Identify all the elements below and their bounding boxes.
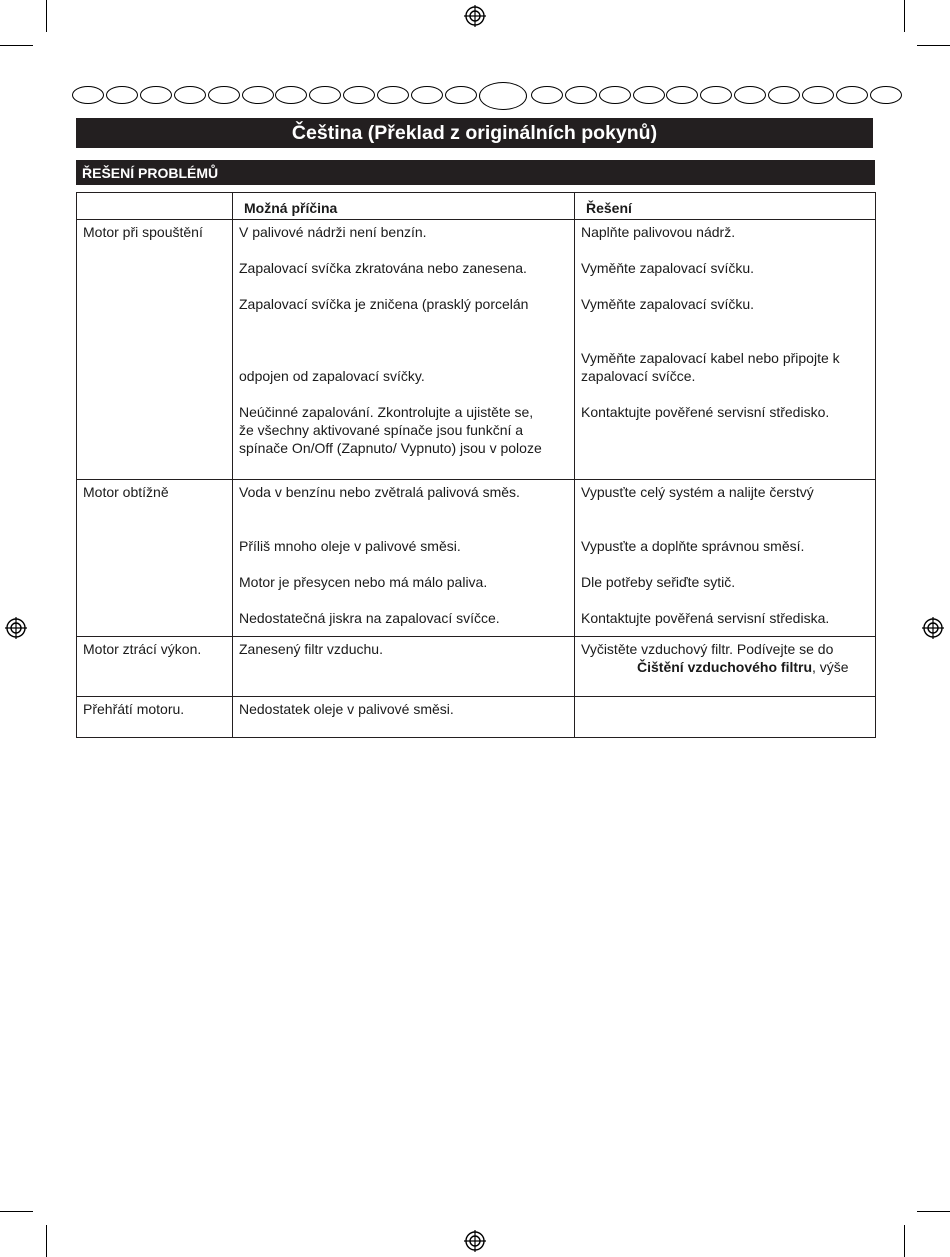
cell-line xyxy=(581,555,869,573)
solution-cell xyxy=(575,697,876,738)
table-row xyxy=(77,697,876,738)
cell-line xyxy=(239,385,568,403)
cell-line xyxy=(581,313,869,331)
language-tab-active xyxy=(479,82,527,110)
cell-line xyxy=(581,331,869,349)
crop-mark xyxy=(917,1211,950,1212)
language-tab xyxy=(343,86,375,104)
cell-line: že všechny aktivované spínače jsou funkční a xyxy=(239,422,524,438)
cell-line: Voda v benzínu nebo zvětralá palivová směs. xyxy=(239,484,520,500)
solution-cell xyxy=(575,480,876,637)
cause-cell xyxy=(233,220,575,480)
language-tab xyxy=(870,86,902,104)
cell-line xyxy=(239,501,568,519)
language-tab xyxy=(309,86,341,104)
cell-line xyxy=(239,591,568,609)
crop-mark xyxy=(46,0,47,32)
language-tab xyxy=(377,86,409,104)
troubleshooting-table xyxy=(76,192,876,738)
cell-line xyxy=(239,457,568,475)
language-tab xyxy=(666,86,698,104)
crop-mark xyxy=(0,45,33,46)
cell-line: Příliš mnoho oleje v palivové směsi. xyxy=(239,538,461,554)
cell-line xyxy=(581,439,869,457)
language-tab xyxy=(411,86,443,104)
cell-line: Dle potřeby seřiďte sytič. xyxy=(581,574,736,590)
table-row xyxy=(77,220,876,480)
section-title: ŘEŠENÍ PROBLÉMŮ xyxy=(76,160,875,185)
cell-line: Vyměňte zapalovací svíčku. xyxy=(581,296,755,312)
cell-line: Motor je přesycen nebo má málo paliva. xyxy=(239,574,488,590)
cell-line: Naplňte palivovou nádrž. xyxy=(581,224,736,240)
crop-mark xyxy=(904,1225,905,1257)
cell-line: Zapalovací svíčka zkratována nebo zanesena. xyxy=(239,260,527,276)
cell-line xyxy=(581,519,869,537)
cell-line xyxy=(581,591,869,609)
cell-line xyxy=(581,421,869,439)
solution-text: Vyčistěte vzduchový filtr. Podívejte se do xyxy=(581,641,834,657)
cell-line: Kontaktujte pověřená servisní střediska. xyxy=(581,610,830,626)
crop-mark xyxy=(917,45,950,46)
table-row xyxy=(77,480,876,637)
registration-mark-icon xyxy=(464,1230,486,1252)
crop-mark xyxy=(904,0,905,32)
cause-cell xyxy=(233,480,575,637)
language-tab xyxy=(208,86,240,104)
problem-cell: Přehřátí motoru. xyxy=(77,697,233,738)
cell-line xyxy=(581,457,869,475)
language-tab xyxy=(565,86,597,104)
language-tab xyxy=(734,86,766,104)
solution-reference xyxy=(581,658,869,676)
language-tab xyxy=(72,86,104,104)
cell-line xyxy=(239,555,568,573)
cell-line xyxy=(581,241,869,259)
language-tab xyxy=(768,86,800,104)
language-tab xyxy=(836,86,868,104)
language-tab xyxy=(802,86,834,104)
language-tabs xyxy=(72,82,874,108)
registration-mark-icon xyxy=(922,617,944,639)
solution-cell xyxy=(575,220,876,480)
reference-link: Čištění vzduchového filtru xyxy=(637,659,813,675)
language-tab xyxy=(106,86,138,104)
language-tab xyxy=(445,86,477,104)
header-problem xyxy=(77,193,233,220)
registration-mark-icon xyxy=(5,617,27,639)
cell-line xyxy=(581,385,869,403)
cell-line: V palivové nádrži není benzín. xyxy=(239,224,427,240)
language-tab xyxy=(140,86,172,104)
table-row xyxy=(77,637,876,697)
cell-line: zapalovací svíčce. xyxy=(581,368,696,384)
cell-line: odpojen od zapalovací svíčky. xyxy=(239,368,425,384)
cell-line: Zapalovací svíčka je zničena (prasklý porcelán xyxy=(239,296,529,312)
cell-line xyxy=(239,241,568,259)
cell-line xyxy=(581,501,869,519)
reference-suffix: , výše xyxy=(812,659,849,675)
cell-line: Vypusťte a doplňte správnou směsí. xyxy=(581,538,805,554)
header-solution: Řešení xyxy=(575,193,876,220)
cell-line xyxy=(239,519,568,537)
language-tab xyxy=(633,86,665,104)
cell-line xyxy=(239,331,568,349)
solution-cell xyxy=(575,637,876,697)
cell-line xyxy=(239,349,568,367)
language-tab xyxy=(275,86,307,104)
cell-line: spínače On/Off (Zapnuto/ Vypnuto) jsou v poloze xyxy=(239,440,542,456)
cell-line: Nedostatečná jiskra na zapalovací svíčce. xyxy=(239,610,500,626)
cell-line xyxy=(239,313,568,331)
crop-mark xyxy=(0,1211,33,1212)
registration-mark-icon xyxy=(464,5,486,27)
language-tab xyxy=(242,86,274,104)
cell-line xyxy=(581,277,869,295)
cell-line: Vyměňte zapalovací kabel nebo připojte k xyxy=(581,350,840,366)
cell-line: Vypusťte celý systém a nalijte čerstvý xyxy=(581,484,814,500)
cell-line: Vyměňte zapalovací svíčku. xyxy=(581,260,755,276)
table-header-row xyxy=(77,193,876,220)
page-title: Čeština (Překlad z originálních pokynů) xyxy=(76,118,873,148)
cell-line xyxy=(239,277,568,295)
problem-cell: Motor ztrácí výkon. xyxy=(77,637,233,697)
problem-cell: Motor při spouštění xyxy=(77,220,233,480)
crop-mark xyxy=(46,1225,47,1257)
language-tab xyxy=(174,86,206,104)
cause-cell: Zanesený filtr vzduchu. xyxy=(233,637,575,697)
cell-line: Neúčinné zapalování. Zkontrolujte a ujistěte se, xyxy=(239,404,534,420)
problem-cell: Motor obtížně xyxy=(77,480,233,637)
cause-cell: Nedostatek oleje v palivové směsi. xyxy=(233,697,575,738)
cell-line: Kontaktujte pověřené servisní středisko. xyxy=(581,404,830,420)
language-tab xyxy=(700,86,732,104)
language-tab xyxy=(599,86,631,104)
language-tab xyxy=(531,86,563,104)
header-cause: Možná příčina xyxy=(233,193,575,220)
